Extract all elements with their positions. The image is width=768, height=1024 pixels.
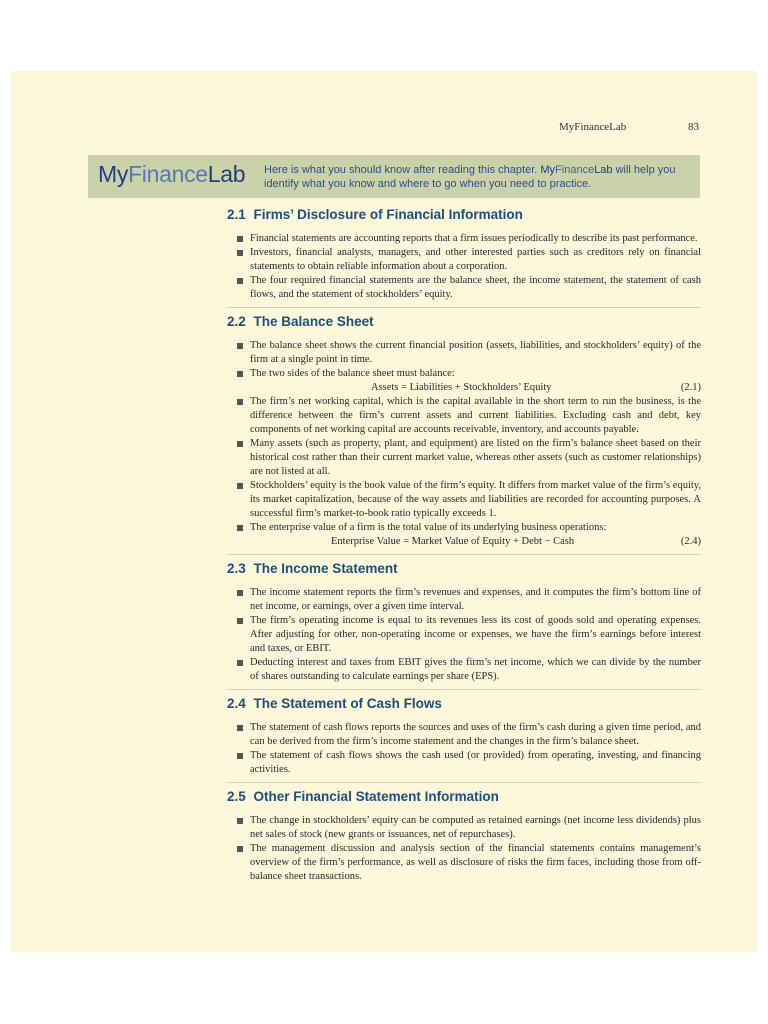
square-bullet-icon xyxy=(237,441,243,447)
bullet-list xyxy=(227,721,701,777)
list-item-text: Financial statements are accounting reports that a firm issues periodically to describe its past performance. xyxy=(250,233,698,244)
square-bullet-icon xyxy=(237,278,243,284)
list-item-text: Investors, financial analysts, managers, and other interested parties such as creditors rely on financial statements to obtain reliable information about a corporation. xyxy=(250,247,701,272)
bullet-list xyxy=(227,232,701,302)
section-title: The Balance Sheet xyxy=(253,314,374,329)
list-item-text: The income statement reports the firm’s revenues and expenses, and it computes the firm’s bottom line of net income, or earnings, over a given time interval. xyxy=(250,587,701,612)
list-item-text: Stockholders’ equity is the book value of the firm’s equity. It differs from market value of the firm’s equity, its market capitalization, because of the way assets and liabilities are recorded for accounting purposes. A successful firm’s market-to-book ratio typically exceeds 1. xyxy=(250,480,701,519)
bullet-list xyxy=(227,395,701,535)
list-item xyxy=(250,749,701,777)
equation-text: Assets = Liabilities + Stockholders’ Equity xyxy=(371,382,552,393)
list-item xyxy=(250,614,701,656)
section-2-1 xyxy=(227,207,701,308)
list-item xyxy=(250,437,701,479)
list-item xyxy=(250,521,701,535)
list-item-text: Deducting interest and taxes from EBIT gives the firm’s net income, which we can divide by the number of shares outstanding to calculate earnings per share (EPS). xyxy=(250,657,701,682)
logo-lab: Lab xyxy=(207,161,246,187)
section-2-5 xyxy=(227,789,701,889)
section-number: 2.1 xyxy=(227,207,246,222)
section-number: 2.4 xyxy=(227,696,246,711)
banner-text-start: Here is what you should know after reading this chapter. xyxy=(264,164,541,176)
section-heading xyxy=(227,696,701,713)
banner-brand-lab: Lab xyxy=(594,164,613,176)
section-title: The Income Statement xyxy=(253,561,398,576)
section-number: 2.2 xyxy=(227,314,246,329)
list-item-text: The enterprise value of a firm is the total value of its underlying business operations: xyxy=(250,522,607,533)
list-item xyxy=(250,586,701,614)
section-heading xyxy=(227,561,701,578)
list-item xyxy=(250,274,701,302)
section-heading xyxy=(227,314,701,331)
list-item-text: The four required financial statements are the balance sheet, the income statement, the statement of cash flows, and the statement of stockholders’ equity. xyxy=(250,275,701,300)
square-bullet-icon xyxy=(237,343,243,349)
equation-2-4 xyxy=(250,535,701,549)
myfinancelab-banner xyxy=(88,155,700,198)
bullet-list xyxy=(227,339,701,381)
square-bullet-icon xyxy=(237,618,243,624)
equation-2-1 xyxy=(250,381,701,395)
banner-brand-finance: Finance xyxy=(555,164,595,176)
book-page xyxy=(11,71,757,952)
square-bullet-icon xyxy=(237,725,243,731)
section-heading xyxy=(227,207,701,224)
list-item xyxy=(250,721,701,749)
list-item xyxy=(250,339,701,367)
square-bullet-icon xyxy=(237,818,243,824)
square-bullet-icon xyxy=(237,371,243,377)
list-item-text: The management discussion and analysis section of the financial statements contains management’s overview of the firm’s performance, as well as disclosure of risks the firm faces, including those from off-balance sheet transactions. xyxy=(250,843,701,882)
square-bullet-icon xyxy=(237,525,243,531)
list-item-text: The statement of cash flows reports the sources and uses of the firm’s cash during a given time period, and can be derived from the firm’s income statement and the changes in the firm’s balance sheet. xyxy=(250,722,701,747)
list-item-text: The firm’s operating income is equal to its revenues less its cost of goods sold and operating expenses. After adjusting for other, non-operating income or expenses, we have the firm’s earnings before interest and taxes, or EBIT. xyxy=(250,615,701,654)
section-title: Firms’ Disclosure of Financial Information xyxy=(253,207,523,222)
running-head-title: MyFinanceLab xyxy=(559,121,627,133)
section-2-3 xyxy=(227,561,701,690)
section-title: The Statement of Cash Flows xyxy=(253,696,442,711)
page-number: 83 xyxy=(688,121,699,133)
section-2-4 xyxy=(227,696,701,783)
square-bullet-icon xyxy=(237,399,243,405)
list-item-text: The change in stockholders’ equity can be computed as retained earnings (net income less dividends) plus net sales of stock (new grants or issuances, net of repurchases). xyxy=(250,815,701,840)
myfinancelab-logo xyxy=(98,161,245,188)
list-item xyxy=(250,656,701,684)
square-bullet-icon xyxy=(237,250,243,256)
list-item xyxy=(250,246,701,274)
square-bullet-icon xyxy=(237,483,243,489)
equation-number: (2.4) xyxy=(680,536,701,547)
bullet-list xyxy=(227,814,701,884)
list-item-text: The two sides of the balance sheet must balance: xyxy=(250,368,455,379)
list-item-text: The statement of cash flows shows the cash used (or provided) from operating, investing, and financing activities. xyxy=(250,750,701,775)
list-item xyxy=(250,842,701,884)
summary-content xyxy=(227,207,701,895)
list-item-text: The firm’s net working capital, which is the capital available in the short term to run the business, is the difference between the firm’s current assets and current liabilities. Excluding cash and debt, key components of net working capital are accounts receivable, inventory, and accounts payable. xyxy=(250,396,701,435)
list-item-text: Many assets (such as property, plant, and equipment) are listed on the firm’s balance sheet based on their historical cost rather than their current market value, whereas other assets (such as customer relationships) are not listed at all. xyxy=(250,438,701,477)
bullet-list xyxy=(227,586,701,684)
list-item xyxy=(250,232,701,246)
logo-my: My xyxy=(98,161,129,187)
section-heading xyxy=(227,789,701,806)
equation-text: Enterprise Value = Market Value of Equity + Debt − Cash xyxy=(331,536,575,547)
square-bullet-icon xyxy=(237,590,243,596)
square-bullet-icon xyxy=(237,660,243,666)
logo-finance: Finance xyxy=(128,161,208,187)
equation-number: (2.1) xyxy=(680,382,701,393)
list-item xyxy=(250,479,701,521)
banner-text-end: will help you identify what you know and where to go when you need to practice. xyxy=(264,164,676,190)
banner-text xyxy=(264,163,684,191)
section-number: 2.3 xyxy=(227,561,246,576)
square-bullet-icon xyxy=(237,753,243,759)
banner-brand-my: My xyxy=(540,164,556,176)
section-2-2 xyxy=(227,314,701,555)
list-item xyxy=(250,395,701,437)
square-bullet-icon xyxy=(237,846,243,852)
section-title: Other Financial Statement Information xyxy=(253,789,499,804)
list-item-text: The balance sheet shows the current financial position (assets, liabilities, and stockholders’ equity) of the firm at a single point in time. xyxy=(250,340,701,365)
list-item xyxy=(250,367,701,381)
section-number: 2.5 xyxy=(227,789,246,804)
list-item xyxy=(250,814,701,842)
square-bullet-icon xyxy=(237,236,243,242)
